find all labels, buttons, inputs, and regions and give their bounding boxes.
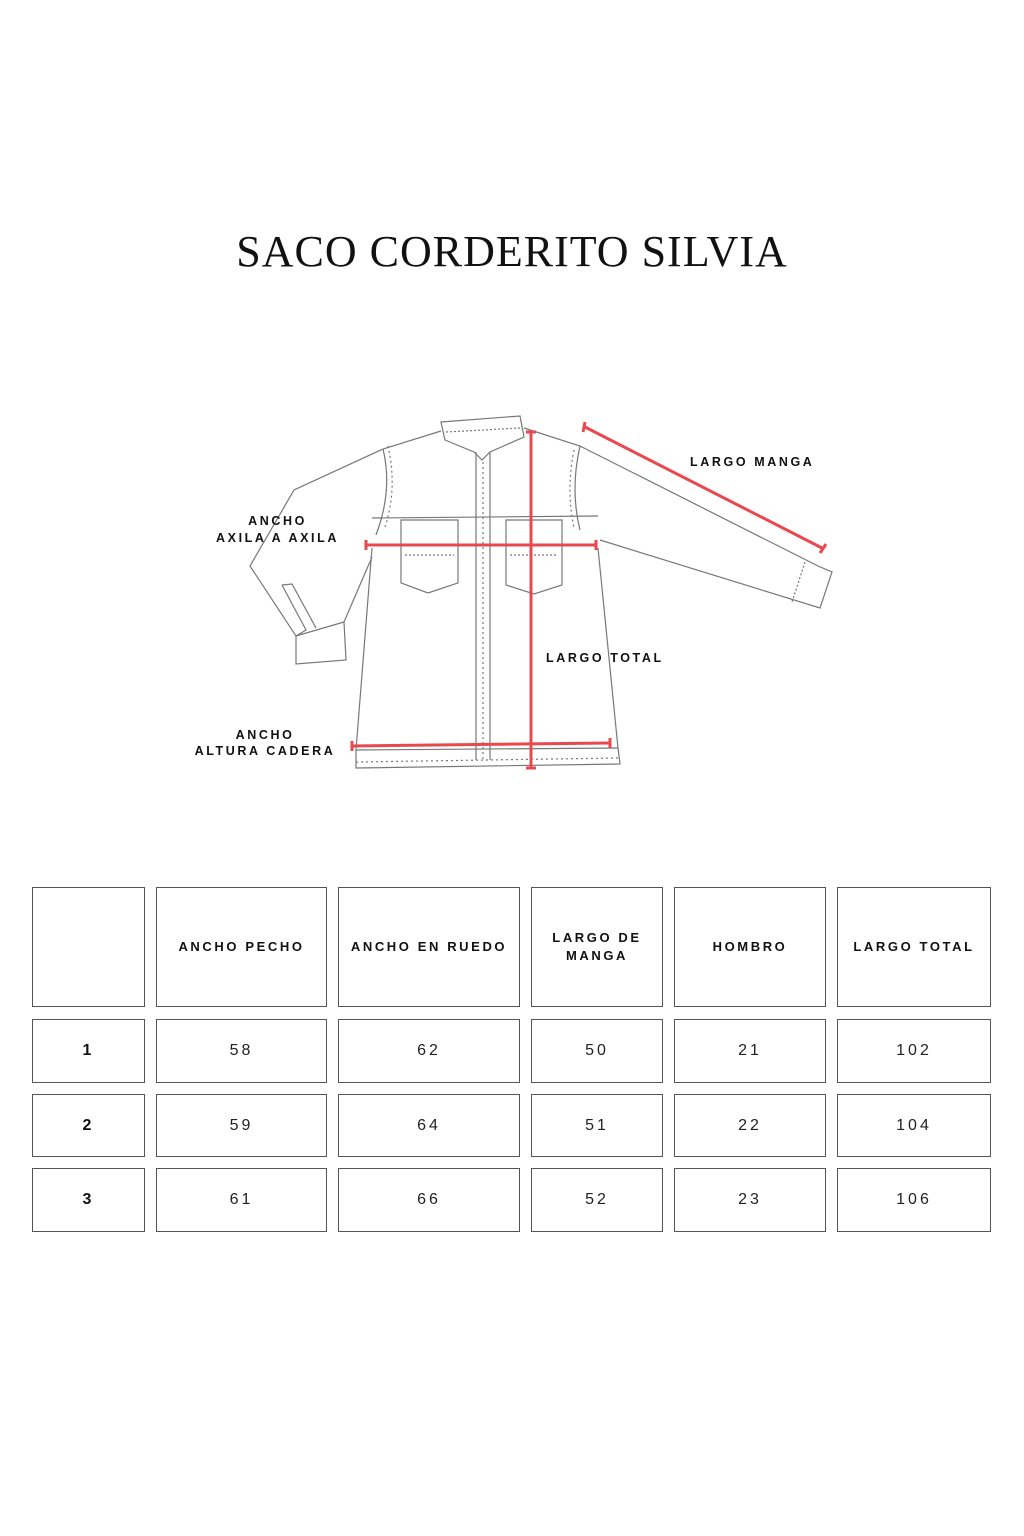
row-size-label: 2	[32, 1094, 145, 1157]
header-hombro: HOMBRO	[674, 887, 826, 1007]
ancho-cadera-line	[352, 743, 610, 746]
table-cell: 66	[338, 1168, 520, 1232]
header-largo-total: LARGO TOTAL	[837, 887, 991, 1007]
row-size-label: 3	[32, 1168, 145, 1232]
header-ancho-en-ruedo: ANCHO EN RUEDO	[338, 887, 520, 1007]
table-cell: 58	[156, 1019, 327, 1083]
table-cell: 52	[531, 1168, 663, 1232]
label-ancho-cadera-line1: ANCHO	[235, 728, 295, 742]
header-largo-de-manga: LARGO DE MANGA	[531, 887, 663, 1007]
table-cell: 50	[531, 1019, 663, 1083]
table-cell: 104	[837, 1094, 991, 1157]
table-cell: 22	[674, 1094, 826, 1157]
measure-lines	[352, 422, 826, 768]
label-ancho-cadera-line2: ALTURA CADERA	[194, 744, 336, 758]
table-cell: 102	[837, 1019, 991, 1083]
table-corner-cell	[32, 887, 145, 1007]
table-cell: 51	[531, 1094, 663, 1157]
header-ancho-pecho: ANCHO PECHO	[156, 887, 327, 1007]
page-title: SACO CORDERITO SILVIA	[236, 227, 788, 276]
table-cell: 62	[338, 1019, 520, 1083]
label-largo-manga: LARGO MANGA	[690, 455, 815, 469]
label-ancho-axila-line1: ANCHO	[248, 514, 307, 528]
table-cell: 106	[837, 1168, 991, 1232]
label-largo-total: LARGO TOTAL	[546, 651, 664, 665]
table-cell: 64	[338, 1094, 520, 1157]
table-cell: 21	[674, 1019, 826, 1083]
table-cell: 23	[674, 1168, 826, 1232]
largo-manga-line	[585, 427, 822, 548]
row-size-label: 1	[32, 1019, 145, 1083]
table-cell: 59	[156, 1094, 327, 1157]
table-cell: 61	[156, 1168, 327, 1232]
label-ancho-axila-line2: AXILA A AXILA	[216, 531, 339, 545]
